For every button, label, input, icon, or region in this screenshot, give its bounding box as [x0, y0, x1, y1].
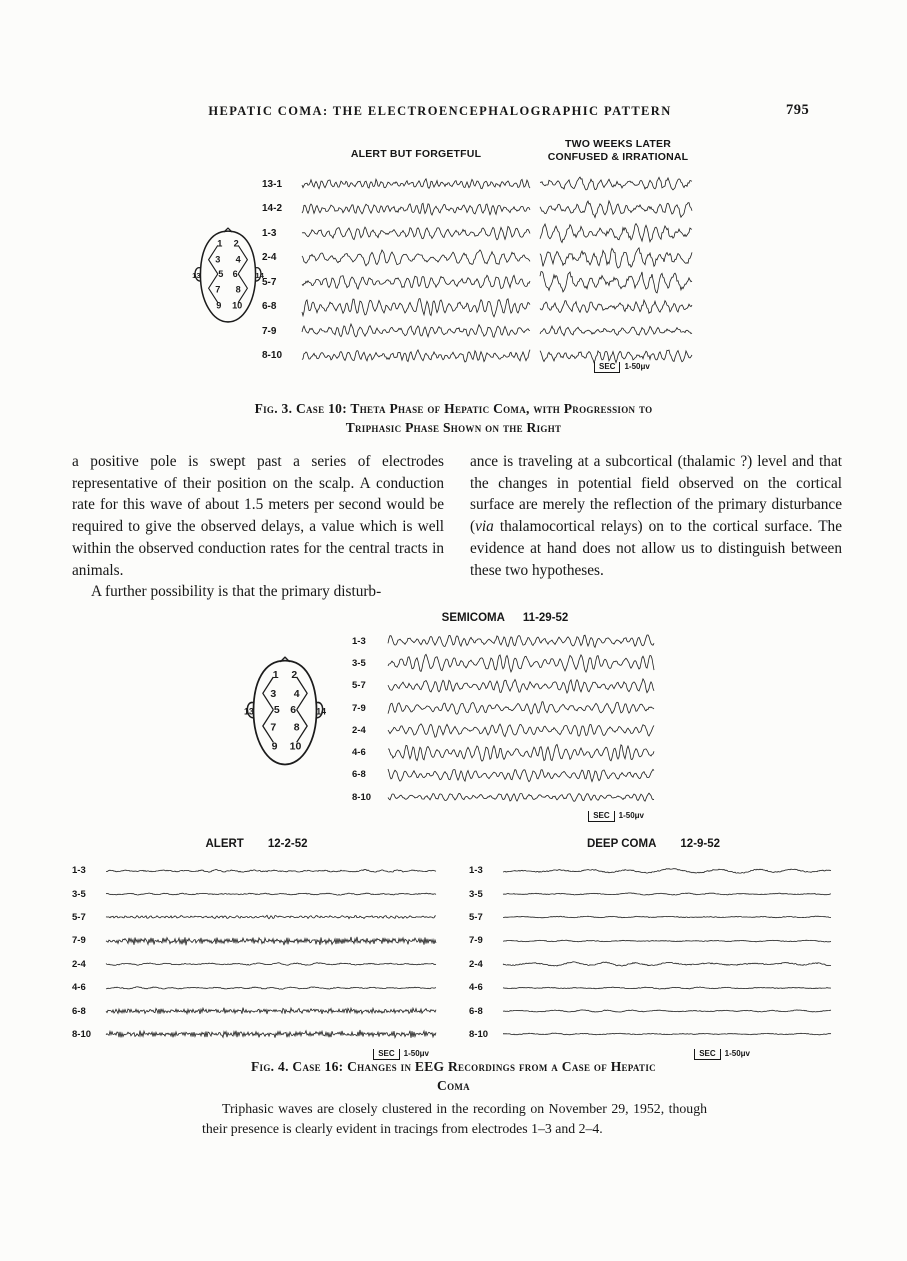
eeg-trace	[106, 884, 436, 904]
eeg-channel-row	[352, 786, 658, 808]
eeg-channel-row	[352, 675, 658, 697]
eeg-trace	[503, 1001, 831, 1021]
text-run: ance is traveling at a subcortical (thalamic ?) level and that the changes in potential field observed on the cortical surface are merely the reflection of the primary disturbance (	[470, 453, 842, 536]
electrode-number: 3	[270, 687, 277, 700]
eeg-channel-row	[469, 906, 838, 929]
eeg-trace	[302, 221, 530, 245]
eeg-trace	[540, 197, 692, 221]
channel-label: 13-1	[262, 178, 283, 190]
eeg-channel-row	[469, 882, 838, 905]
eeg-trace	[540, 221, 692, 245]
eeg-trace	[302, 246, 530, 270]
eeg-trace	[503, 907, 831, 927]
electrode-number: 9	[216, 300, 222, 311]
semicoma-sec-label: SEC	[588, 811, 614, 822]
figure-4-bottom-panels	[72, 838, 838, 1060]
eeg-trace	[388, 720, 654, 740]
channel-label: 8-10	[262, 350, 283, 362]
channel-label: 7-9	[72, 935, 86, 947]
alert-uv-label: 1-50μv	[403, 1049, 429, 1059]
channel-label: 8-10	[352, 791, 372, 803]
eeg-trace	[106, 907, 436, 927]
eeg-trace	[106, 861, 436, 881]
head-outline	[191, 227, 265, 325]
semicoma-title	[352, 612, 658, 624]
channel-label: 1-3	[72, 865, 86, 877]
alert-title	[72, 838, 441, 850]
channel-label: 2-4	[469, 958, 483, 970]
electrode-number: 1	[217, 238, 223, 249]
channel-label: 5-7	[352, 680, 366, 692]
eeg-trace	[302, 197, 530, 221]
channel-label: 8-10	[72, 1028, 92, 1040]
eeg-trace	[503, 861, 831, 881]
eeg-channel-row	[72, 929, 441, 952]
fig4-caption-line2: Coma	[437, 1078, 470, 1093]
channel-label: 14-2	[262, 203, 283, 215]
alert-panel	[72, 838, 441, 1060]
electrode-number: 4	[235, 254, 241, 265]
eeg-channel-row	[72, 976, 441, 999]
figure-3	[262, 138, 704, 371]
channel-label: 3-5	[72, 888, 86, 900]
fig3-panel-titles	[262, 138, 704, 172]
channel-label: 5-7	[262, 276, 277, 288]
eeg-channel-row	[469, 999, 838, 1022]
alert-state-label: ALERT	[205, 838, 244, 850]
eeg-trace	[540, 319, 692, 343]
right-text-column	[470, 451, 842, 603]
fig3-eeg-traces	[262, 172, 704, 368]
fig3-uv-label: 1-50μv	[624, 362, 650, 371]
electrode-number: 7	[215, 284, 221, 295]
semicoma-uv-label: 1-50μv	[618, 811, 644, 821]
fig3-right-title-line1: TWO WEEKS LATER	[564, 138, 672, 150]
eeg-channel-row	[469, 953, 838, 976]
fig4-caption	[0, 1057, 907, 1095]
electrode-number: 8	[235, 284, 241, 295]
semicoma-calibration-marker	[352, 811, 658, 822]
channel-label: 7-9	[469, 935, 483, 947]
electrode-number: 8	[293, 721, 300, 734]
eeg-trace	[106, 954, 436, 974]
eeg-trace	[540, 246, 692, 270]
channel-label: 3-5	[352, 657, 366, 669]
electrode-number: 1	[272, 669, 279, 682]
channel-label: 6-8	[352, 769, 366, 781]
eeg-channel-row	[469, 929, 838, 952]
eeg-channel-row	[352, 741, 658, 763]
eeg-channel-row	[352, 630, 658, 652]
electrode-number: 10	[232, 300, 243, 311]
deep-coma-title	[469, 838, 838, 850]
channel-label: 5-7	[469, 911, 483, 923]
eeg-trace	[540, 270, 692, 294]
eeg-trace	[388, 787, 654, 807]
eeg-trace	[302, 172, 530, 196]
electrode-number: 6	[290, 704, 297, 717]
electrode-number: 4	[293, 687, 300, 700]
channel-label: 4-6	[469, 982, 483, 994]
eeg-trace	[302, 270, 530, 294]
eeg-trace	[540, 295, 692, 319]
body-text-columns	[72, 451, 842, 603]
head-outline	[241, 656, 329, 768]
eeg-trace	[106, 931, 436, 951]
channel-label: 2-4	[262, 252, 277, 264]
fig3-right-panel-title	[540, 138, 696, 163]
deep-coma-uv-label: 1-50μv	[724, 1049, 750, 1059]
left-text-column	[72, 451, 444, 603]
channel-label: 1-3	[262, 227, 277, 239]
paragraph-continuation	[470, 451, 842, 581]
eeg-channel-row	[72, 999, 441, 1022]
channel-label: 2-4	[352, 724, 366, 736]
eeg-trace	[388, 765, 654, 785]
semicoma-eeg-traces	[352, 630, 658, 808]
eeg-trace	[302, 344, 530, 368]
eeg-channel-row	[262, 270, 704, 295]
channel-label: 8-10	[469, 1028, 489, 1040]
channel-label: 6-8	[262, 301, 277, 313]
fig3-calibration-marker	[594, 362, 650, 373]
electrode-number: 2	[291, 669, 298, 682]
fig4-note: Triphasic waves are closely clustered in the recording on November 29, 1952, though their presence is clearly evident in tracings from electrodes 1–3 and 2–4.	[202, 1101, 707, 1136]
alert-sec-label: SEC	[373, 1049, 399, 1060]
electrode-number: 9	[271, 740, 278, 753]
channel-label: 1-3	[352, 635, 366, 647]
electrode-number: 5	[273, 704, 280, 717]
fig3-caption	[0, 399, 907, 437]
electrode-number: 7	[270, 721, 277, 734]
channel-label: 4-6	[72, 982, 86, 994]
eeg-trace	[388, 653, 654, 673]
deep-coma-sec-label: SEC	[694, 1049, 720, 1060]
eeg-channel-row	[262, 197, 704, 222]
eeg-channel-row	[262, 246, 704, 271]
deep-coma-panel	[469, 838, 838, 1060]
electrode-number: 2	[233, 238, 239, 249]
eeg-trace	[388, 676, 654, 696]
deep-coma-eeg-traces	[469, 859, 838, 1046]
text-run: thalamocortical relays) on to the cortical surface. The evidence at hand does not allow us to distinguish between these two hypotheses.	[470, 518, 842, 579]
eeg-channel-row	[72, 882, 441, 905]
fig3-left-panel-title: ALERT BUT FORGETFUL	[350, 148, 482, 160]
deep-coma-state-label: DEEP COMA	[586, 838, 657, 850]
fig3-caption-line2: Triphasic Phase Shown on the Right	[345, 420, 562, 435]
channel-label: 6-8	[469, 1005, 483, 1017]
fig3-head-diagram	[191, 227, 265, 330]
fig4-caption-line1: Fig. 4. Case 16: Changes in EEG Recordings from a Case of Hepatic	[251, 1059, 656, 1074]
alert-date-label: 12-2-52	[267, 838, 308, 850]
running-head: HEPATIC COMA: THE ELECTROENCEPHALOGRAPHIC PATTERN	[208, 104, 672, 118]
eeg-trace	[503, 978, 831, 998]
eeg-trace	[388, 743, 654, 763]
eeg-channel-row	[262, 221, 704, 246]
paragraph-new: A further possibility is that the primary disturb-	[91, 583, 382, 601]
text-run-italic: via	[475, 518, 494, 536]
electrode-number: 10	[289, 740, 302, 753]
electrode-number: 14	[255, 271, 264, 281]
eeg-channel-row	[72, 1023, 441, 1046]
electrode-number: 14	[316, 706, 327, 717]
eeg-trace	[388, 631, 654, 651]
fig3-caption-line1: Fig. 3. Case 10: Theta Phase of Hepatic Coma, with Progression to	[254, 401, 653, 416]
deep-coma-date-label: 12-9-52	[680, 838, 721, 850]
eeg-trace	[302, 319, 530, 343]
channel-label: 1-3	[469, 865, 483, 877]
eeg-trace	[540, 172, 692, 196]
electrode-number: 6	[232, 269, 238, 280]
page-number: 795	[786, 102, 810, 118]
eeg-trace	[503, 954, 831, 974]
eeg-channel-row	[262, 319, 704, 344]
channel-label: 7-9	[352, 702, 366, 714]
electrode-number: 5	[218, 269, 224, 280]
eeg-channel-row	[352, 652, 658, 674]
eeg-channel-row	[72, 953, 441, 976]
eeg-channel-row	[72, 906, 441, 929]
eeg-channel-row	[352, 697, 658, 719]
figure-4-semicoma-panel	[352, 612, 658, 822]
electrode-number: 13	[243, 706, 254, 717]
eeg-channel-row	[352, 719, 658, 741]
channel-label: 7-9	[262, 325, 277, 337]
channel-label: 5-7	[72, 911, 86, 923]
semicoma-state-label: SEMICOMA	[441, 612, 505, 624]
eeg-trace	[106, 1001, 436, 1021]
fig4-head-diagram	[241, 656, 329, 773]
eeg-channel-row	[262, 295, 704, 320]
fig3-sec-label: SEC	[594, 362, 620, 373]
eeg-channel-row	[469, 859, 838, 882]
eeg-trace	[302, 295, 530, 319]
eeg-channel-row	[469, 1023, 838, 1046]
eeg-trace	[503, 931, 831, 951]
channel-label: 4-6	[352, 747, 366, 759]
channel-label: 2-4	[72, 958, 86, 970]
semicoma-date-label: 11-29-52	[522, 612, 569, 624]
eeg-trace	[106, 978, 436, 998]
eeg-trace	[106, 1024, 436, 1044]
eeg-trace	[503, 1024, 831, 1044]
eeg-trace	[503, 884, 831, 904]
eeg-channel-row	[262, 172, 704, 197]
electrode-number: 13	[192, 271, 201, 281]
eeg-trace	[388, 698, 654, 718]
alert-eeg-traces	[72, 859, 441, 1046]
channel-label: 6-8	[72, 1005, 86, 1017]
eeg-channel-row	[469, 976, 838, 999]
eeg-channel-row	[72, 859, 441, 882]
eeg-channel-row	[352, 764, 658, 786]
electrode-number: 3	[215, 254, 221, 265]
channel-label: 3-5	[469, 888, 483, 900]
paragraph-continuation: a positive pole is swept past a series of electrodes representative of their position on the scalp. A conduction rate for this wave of about 1.5 meters per second would be required to give the observed delays, a value which is well within the observed conduction rates for the central tracts in animals.	[72, 453, 444, 579]
fig3-right-title-line2: CONFUSED & IRRATIONAL	[547, 150, 689, 163]
